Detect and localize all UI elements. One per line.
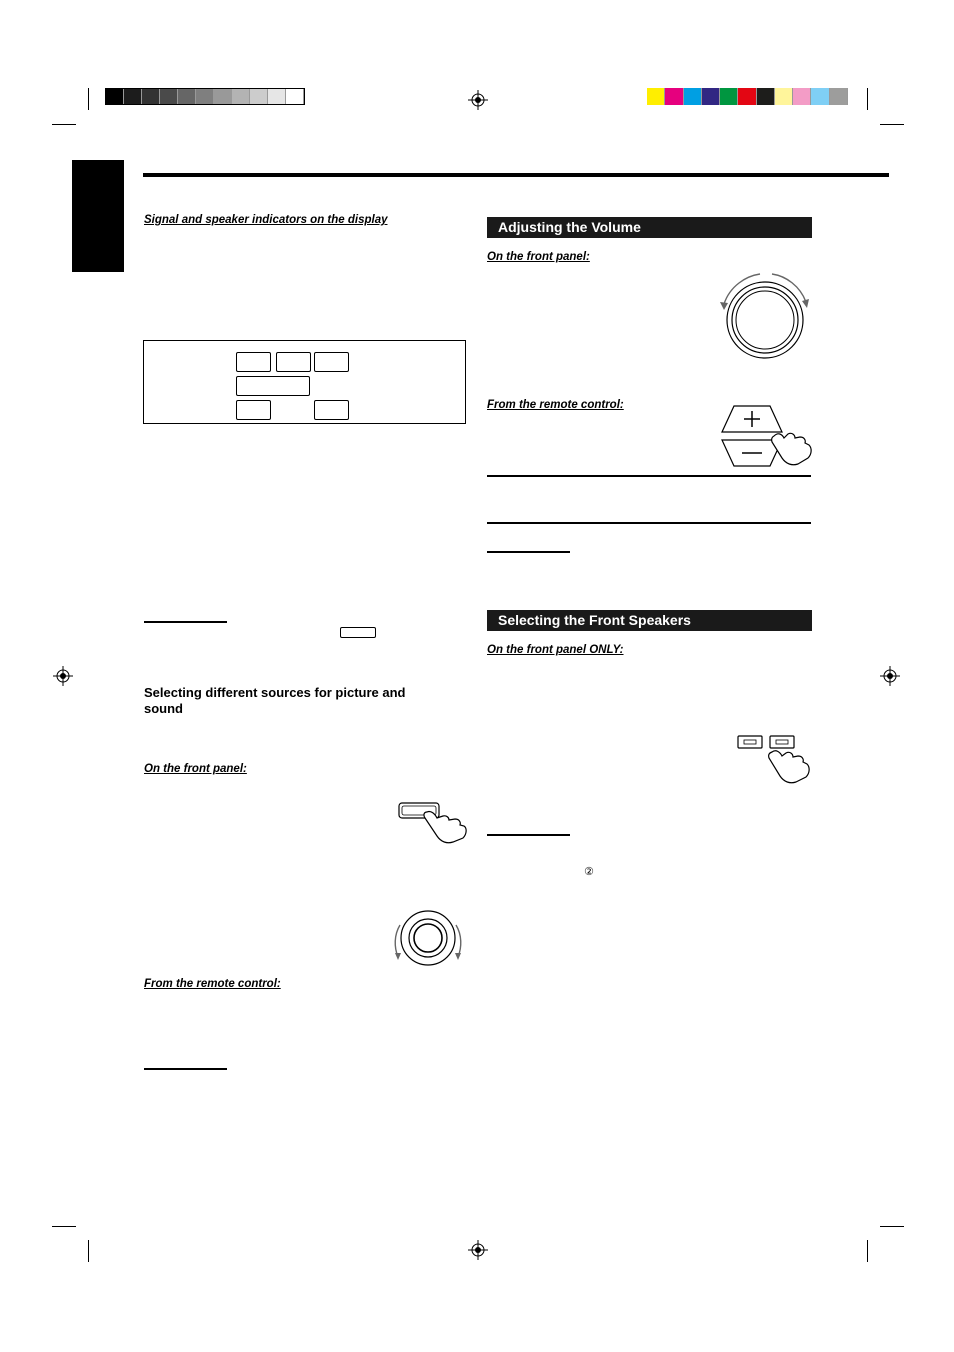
crop-mark-bottom-right-v bbox=[867, 1240, 868, 1262]
indicator-box bbox=[236, 352, 271, 372]
speakers-front-label: On the front panel ONLY: bbox=[487, 644, 624, 656]
color-swatch bbox=[665, 88, 683, 105]
circled-two: ② bbox=[584, 865, 594, 878]
color-swatch bbox=[720, 88, 738, 105]
small-indicator-icon bbox=[340, 627, 376, 638]
crop-mark-top-right-v bbox=[867, 88, 868, 110]
language-tab bbox=[72, 160, 124, 272]
indicator-box bbox=[314, 400, 349, 420]
color-swatch bbox=[775, 88, 793, 105]
grayscale-bar bbox=[105, 88, 305, 105]
volume-heading: Adjusting the Volume bbox=[487, 217, 812, 238]
color-swatch bbox=[830, 88, 848, 105]
gray-swatch bbox=[214, 89, 232, 104]
gray-swatch bbox=[106, 89, 124, 104]
color-swatch bbox=[738, 88, 756, 105]
gray-swatch bbox=[286, 89, 304, 104]
color-swatch bbox=[811, 88, 829, 105]
volume-front-label: On the front panel: bbox=[487, 251, 590, 263]
gray-swatch bbox=[250, 89, 268, 104]
color-swatch bbox=[684, 88, 702, 105]
gray-swatch bbox=[160, 89, 178, 104]
crop-mark-bottom-right-h bbox=[880, 1226, 904, 1227]
signal-indicators-label: Signal and speaker indicators on the display bbox=[144, 214, 388, 226]
registration-target-icon bbox=[53, 666, 73, 686]
registration-target-icon bbox=[880, 666, 900, 686]
volume-note-rule bbox=[487, 551, 570, 553]
color-swatch bbox=[757, 88, 775, 105]
volume-knob-icon bbox=[716, 270, 814, 362]
gray-swatch bbox=[196, 89, 214, 104]
gray-swatch bbox=[178, 89, 196, 104]
speaker-buttons-icon bbox=[736, 734, 812, 784]
gray-swatch bbox=[232, 89, 250, 104]
grayscale-swatches bbox=[106, 89, 304, 104]
gray-swatch bbox=[142, 89, 160, 104]
note-rule bbox=[144, 621, 227, 623]
volume-up-down-icon bbox=[718, 402, 814, 472]
crop-mark-bottom-left-v bbox=[88, 1240, 89, 1262]
color-swatch bbox=[647, 88, 665, 105]
indicator-box-wide bbox=[236, 376, 310, 396]
color-bar bbox=[647, 88, 848, 105]
remote-label: From the remote control: bbox=[144, 978, 281, 990]
header-rule bbox=[143, 173, 889, 177]
crop-mark-top-left-v bbox=[88, 88, 89, 110]
registration-target-icon bbox=[468, 1240, 488, 1260]
registration-target-icon bbox=[468, 90, 488, 110]
front-panel-label: On the front panel: bbox=[144, 763, 247, 775]
crop-mark-top-left-h bbox=[52, 124, 76, 125]
speakers-heading: Selecting the Front Speakers bbox=[487, 610, 812, 631]
button-press-icon bbox=[397, 800, 469, 844]
indicator-box bbox=[236, 400, 271, 420]
indicator-box bbox=[314, 352, 349, 372]
crop-mark-top-right-h bbox=[880, 124, 904, 125]
color-swatch bbox=[793, 88, 811, 105]
color-swatch bbox=[702, 88, 720, 105]
gray-swatch bbox=[124, 89, 142, 104]
color-swatches bbox=[647, 88, 848, 105]
volume-rule-1 bbox=[487, 475, 811, 477]
indicator-box bbox=[276, 352, 311, 372]
speakers-note-rule bbox=[487, 834, 570, 836]
gray-swatch bbox=[268, 89, 286, 104]
source-knob-icon bbox=[386, 907, 470, 969]
note-rule-bottom bbox=[144, 1068, 227, 1070]
volume-remote-label: From the remote control: bbox=[487, 399, 624, 411]
sources-heading: Selecting different sources for picture and sound bbox=[144, 685, 406, 716]
display-diagram bbox=[143, 340, 466, 424]
crop-mark-bottom-left-h bbox=[52, 1226, 76, 1227]
volume-rule-2 bbox=[487, 522, 811, 524]
